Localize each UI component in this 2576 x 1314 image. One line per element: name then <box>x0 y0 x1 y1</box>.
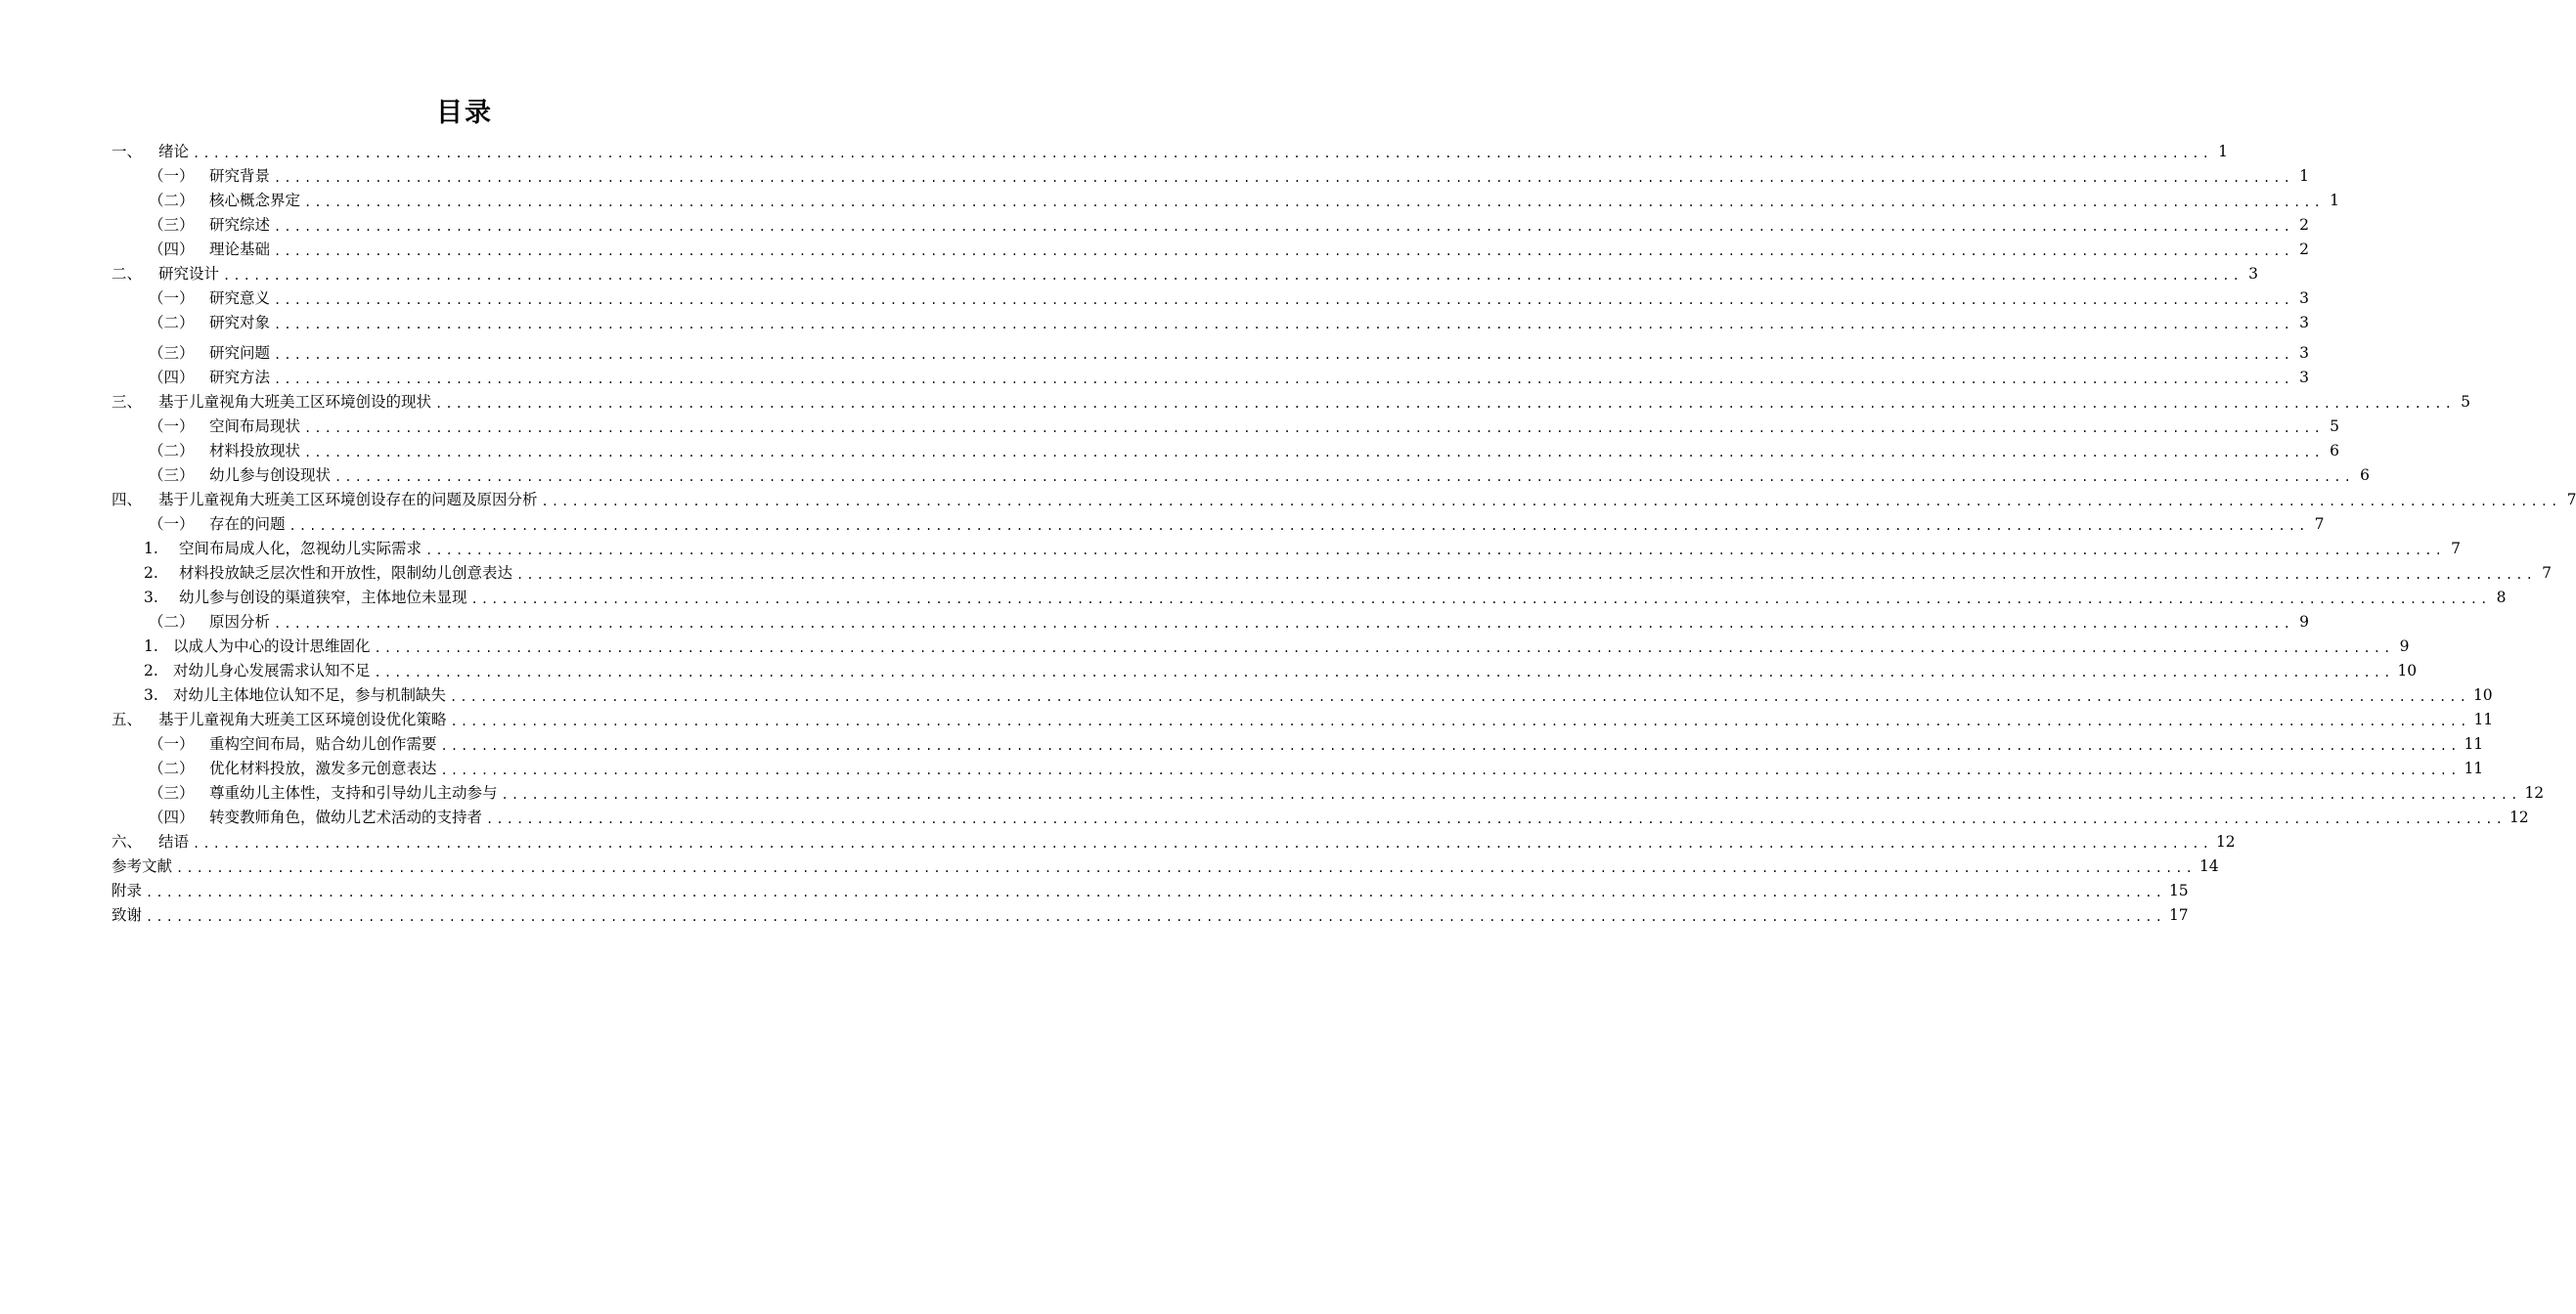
toc-entry-page-number: 3 <box>2299 314 2309 331</box>
toc-dot-leader: ........................................................................................................................................................................................................ <box>425 544 2445 557</box>
toc-entry-title: 绪论 <box>158 143 190 160</box>
toc-entry-page-number: 3 <box>2299 289 2309 307</box>
toc-entry-number: （一） <box>149 417 195 435</box>
toc-entry-title: 研究问题 <box>209 344 271 362</box>
toc-entry[interactable] <box>111 706 2494 730</box>
toc-entry[interactable] <box>111 413 2339 437</box>
toc-entry-page-number: 2 <box>2299 216 2309 234</box>
toc-entry[interactable] <box>111 388 2470 413</box>
toc-entry[interactable] <box>111 633 2410 657</box>
toc-entry[interactable] <box>111 584 2507 608</box>
toc-dot-leader: ........................................................................................................................................................................................................ <box>274 171 2293 185</box>
toc-entry-page-number: 6 <box>2360 466 2370 484</box>
toc-entry-number: （二） <box>149 192 195 209</box>
toc-entry[interactable] <box>111 608 2309 633</box>
toc-entry[interactable] <box>111 535 2461 559</box>
toc-entry[interactable] <box>111 853 2219 877</box>
toc-entry-title: 研究意义 <box>209 289 271 307</box>
toc-entry-number: 四、 <box>111 491 143 508</box>
toc-entry-number: （三） <box>149 344 195 362</box>
toc-entry-number: 3. <box>144 686 158 704</box>
toc-dot-leader: ........................................................................................................................................................................................................ <box>193 147 2212 160</box>
toc-dot-leader: ........................................................................................................................................................................................................ <box>274 348 2293 362</box>
toc-entry[interactable] <box>111 804 2529 828</box>
toc-entry-page-number: 7 <box>2451 540 2461 557</box>
toc-dot-leader: ........................................................................................................................................................................................................ <box>450 690 2469 704</box>
toc-entry-page-number: 5 <box>2461 393 2470 411</box>
toc-entry-title: 参考文献 <box>111 857 173 875</box>
toc-dot-leader: ........................................................................................................................................................................................................ <box>289 519 2309 533</box>
toc-entry-page-number: 8 <box>2496 589 2507 606</box>
toc-entry[interactable] <box>111 364 2309 388</box>
toc-entry-number: 一、 <box>111 143 143 160</box>
toc-dot-leader: ........................................................................................................................................................................................................ <box>304 421 2324 435</box>
toc-entry-page-number: 10 <box>2397 662 2418 679</box>
toc-entry-page-number: 17 <box>2168 906 2189 924</box>
toc-entry-number: （四） <box>149 809 195 826</box>
toc-dot-leader: ........................................................................................................................................................................................................ <box>501 788 2521 802</box>
toc-entry[interactable] <box>111 461 2370 486</box>
toc-entry-number: （二） <box>149 760 195 777</box>
toc-entry-page-number: 3 <box>2248 265 2258 283</box>
toc-entry-title: 基于儿童视角大班美工区环境创设优化策略 <box>158 711 447 728</box>
toc-dot-leader: ........................................................................................................................................................................................................ <box>274 293 2293 307</box>
toc-dot-leader: ........................................................................................................................................................................................................ <box>223 269 2243 283</box>
toc-entry[interactable] <box>111 755 2484 779</box>
toc-dot-leader: ........................................................................................................................................................................................................ <box>374 666 2394 679</box>
toc-entry-page-number: 3 <box>2299 369 2309 386</box>
toc-entry-title: 结语 <box>158 833 190 851</box>
toc-entry-page-number: 15 <box>2168 882 2189 899</box>
toc-entry-number: 2. <box>144 564 158 582</box>
toc-dot-leader: ........................................................................................................................................................................................................ <box>274 372 2293 386</box>
toc-entry-page-number: 12 <box>2524 784 2545 802</box>
toc-entry-page-number: 11 <box>2464 760 2484 777</box>
toc-entry-page-number: 1 <box>2330 192 2339 209</box>
toc-entry-number: （一） <box>149 289 195 307</box>
toc-entry-page-number: 1 <box>2299 167 2309 185</box>
toc-entry-title: 重构空间布局，贴合幼儿创作需要 <box>209 735 437 753</box>
toc-dot-leader: ........................................................................................................................................................................................................ <box>304 196 2324 209</box>
toc-entry-title: 研究综述 <box>209 216 271 234</box>
toc-entry-title: 致谢 <box>111 906 143 924</box>
toc-entry-title: 对幼儿身心发展需求认知不足 <box>173 662 371 679</box>
toc-entry[interactable] <box>111 901 2189 926</box>
toc-entry[interactable] <box>111 681 2493 706</box>
toc-entry-page-number: 1 <box>2218 143 2228 160</box>
toc-entry-title: 研究方法 <box>209 369 271 386</box>
toc-entry-number: 2. <box>144 662 158 679</box>
toc-entry-title: 基于儿童视角大班美工区环境创设的现状 <box>158 393 432 411</box>
toc-dot-leader: ........................................................................................................................................................................................................ <box>440 764 2461 777</box>
toc-entry-number: （二） <box>149 613 195 631</box>
toc-entry-number: （二） <box>149 442 195 460</box>
toc-entry[interactable] <box>111 236 2309 260</box>
toc-dot-leader: ........................................................................................................................................................................................................ <box>146 910 2165 924</box>
toc-entry-page-number: 2 <box>2299 241 2309 258</box>
toc-entry-title: 研究背景 <box>209 167 271 185</box>
toc-entry-title: 研究对象 <box>209 314 271 331</box>
toc-entry-number: （一） <box>149 735 195 753</box>
toc-entry[interactable] <box>111 309 2309 333</box>
toc-entry-number: 六、 <box>111 833 143 851</box>
toc-entry[interactable] <box>111 779 2545 804</box>
toc-entry-title: 幼儿参与创设的渠道狭窄，主体地位未显现 <box>179 589 467 606</box>
toc-dot-leader: ........................................................................................................................................................................................................ <box>274 244 2293 258</box>
toc-entry[interactable] <box>111 730 2484 755</box>
toc-entry[interactable] <box>111 828 2236 853</box>
toc-entry-title: 附录 <box>111 882 143 899</box>
toc-entry-page-number: 7 <box>2566 491 2576 508</box>
toc-dot-leader: ........................................................................................................................................................................................................ <box>193 837 2212 851</box>
toc-dot-leader: ........................................................................................................................................................................................................ <box>541 495 2561 508</box>
toc-entry-title: 理论基础 <box>209 241 271 258</box>
toc-entry-page-number: 3 <box>2299 344 2309 362</box>
toc-entry[interactable] <box>111 138 2228 162</box>
toc-entry-page-number: 12 <box>2215 833 2236 851</box>
toc-dot-leader: ........................................................................................................................................................................................................ <box>374 641 2394 655</box>
toc-entry-title: 存在的问题 <box>209 515 286 533</box>
toc-entry-number: 二、 <box>111 265 143 283</box>
toc-entry-number: （三） <box>149 216 195 234</box>
toc-entry-title: 优化材料投放，激发多元创意表达 <box>209 760 437 777</box>
table-of-contents <box>111 138 2576 926</box>
toc-entry[interactable] <box>111 162 2309 187</box>
toc-dot-leader: ........................................................................................................................................................................................................ <box>470 592 2491 606</box>
toc-entry-title: 尊重幼儿主体性，支持和引导幼儿主动参与 <box>209 784 498 802</box>
toc-entry-number: （二） <box>149 314 195 331</box>
toc-entry-number: 三、 <box>111 393 143 411</box>
toc-entry[interactable] <box>111 559 2552 584</box>
toc-entry[interactable] <box>111 486 2576 510</box>
toc-entry-page-number: 6 <box>2330 442 2339 460</box>
toc-dot-leader: ........................................................................................................................................................................................................ <box>274 318 2293 331</box>
toc-entry-number: （一） <box>149 515 195 533</box>
toc-entry-title: 材料投放现状 <box>209 442 301 460</box>
toc-entry[interactable] <box>111 437 2339 461</box>
toc-entry-page-number: 7 <box>2542 564 2552 582</box>
toc-entry-title: 材料投放缺乏层次性和开放性，限制幼儿创意表达 <box>179 564 513 582</box>
page-title: 目录 <box>436 98 493 128</box>
toc-entry-page-number: 14 <box>2198 857 2219 875</box>
toc-entry-page-number: 9 <box>2299 613 2309 631</box>
toc-dot-leader: ........................................................................................................................................................................................................ <box>176 861 2196 875</box>
toc-entry-title: 基于儿童视角大班美工区环境创设存在的问题及原因分析 <box>158 491 538 508</box>
toc-entry-title: 空间布局成人化，忽视幼儿实际需求 <box>179 540 422 557</box>
toc-entry-title: 核心概念界定 <box>209 192 301 209</box>
toc-entry[interactable] <box>111 187 2339 211</box>
toc-entry-title: 转变教师角色，做幼儿艺术活动的支持者 <box>209 809 483 826</box>
toc-entry-page-number: 9 <box>2399 637 2410 655</box>
toc-entry-title: 对幼儿主体地位认知不足，参与机制缺失 <box>173 686 447 704</box>
toc-entry-number: （一） <box>149 167 195 185</box>
toc-entry-number: （三） <box>149 466 195 484</box>
toc-entry-page-number: 12 <box>2509 809 2529 826</box>
toc-entry-number: （三） <box>149 784 195 802</box>
toc-entry-title: 原因分析 <box>209 613 271 631</box>
toc-entry-page-number: 5 <box>2330 417 2339 435</box>
toc-entry[interactable] <box>111 285 2309 309</box>
toc-entry-number: 3. <box>144 589 158 606</box>
toc-entry-page-number: 10 <box>2472 686 2493 704</box>
toc-dot-leader: ........................................................................................................................................................................................................ <box>450 715 2470 728</box>
toc-entry[interactable] <box>111 510 2325 535</box>
toc-dot-leader: ........................................................................................................................................................................................................ <box>435 397 2455 411</box>
toc-entry[interactable] <box>111 657 2418 681</box>
toc-entry[interactable] <box>111 877 2189 901</box>
toc-entry-title: 研究设计 <box>158 265 220 283</box>
toc-entry-number: 1. <box>144 637 158 655</box>
toc-entry-number: 五、 <box>111 711 143 728</box>
toc-entry-title: 空间布局现状 <box>209 417 301 435</box>
toc-dot-leader: ........................................................................................................................................................................................................ <box>334 470 2354 484</box>
toc-dot-leader: ........................................................................................................................................................................................................ <box>516 568 2536 582</box>
toc-dot-leader: ........................................................................................................................................................................................................ <box>486 812 2506 826</box>
toc-dot-leader: ........................................................................................................................................................................................................ <box>274 220 2293 234</box>
toc-entry-title: 幼儿参与创设现状 <box>209 466 332 484</box>
toc-entry[interactable] <box>111 211 2309 236</box>
toc-dot-leader: ........................................................................................................................................................................................................ <box>440 739 2461 753</box>
toc-dot-leader: ........................................................................................................................................................................................................ <box>146 886 2165 899</box>
toc-entry-page-number: 11 <box>2464 735 2484 753</box>
toc-entry-number: （四） <box>149 369 195 386</box>
toc-entry-page-number: 11 <box>2473 711 2494 728</box>
toc-entry[interactable] <box>111 339 2309 364</box>
toc-entry-number: 1. <box>144 540 158 557</box>
toc-entry-number: （四） <box>149 241 195 258</box>
toc-entry-page-number: 7 <box>2314 515 2325 533</box>
toc-entry-title: 以成人为中心的设计思维固化 <box>173 637 371 655</box>
toc-dot-leader: ........................................................................................................................................................................................................ <box>274 617 2293 631</box>
toc-entry[interactable] <box>111 260 2258 285</box>
toc-dot-leader: ........................................................................................................................................................................................................ <box>304 446 2324 460</box>
